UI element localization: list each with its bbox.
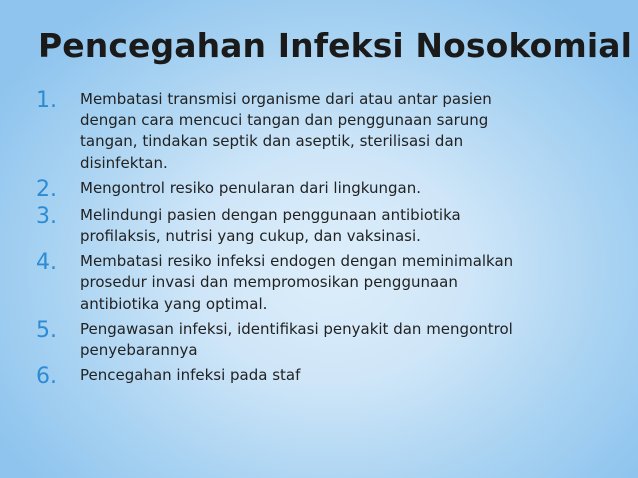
list-item-text <box>80 319 596 361</box>
list-item-line: disinfektan. <box>80 153 168 172</box>
list-item <box>36 251 596 315</box>
list-item <box>36 89 596 174</box>
list-item-line: penyebarannya <box>80 341 198 360</box>
list-item-text <box>80 365 596 386</box>
list-number: 4. <box>36 250 57 276</box>
list-item-text <box>80 205 596 247</box>
list-item <box>36 205 596 247</box>
list-item-line: Melindungi pasien dengan penggunaan antibiotika <box>80 205 461 224</box>
list-item-line: Pencegahan infeksi pada staf <box>80 366 301 385</box>
list-item-line: tangan, tindakan septik dan aseptik, sterilisasi dan <box>80 132 464 151</box>
list-item-line: Mengontrol resiko penularan dari lingkungan. <box>80 178 422 197</box>
list-item-line: profilaksis, nutrisi yang cukup, dan vaksinasi. <box>80 227 421 246</box>
list-item-text <box>80 251 596 315</box>
list-number: 5. <box>36 317 57 343</box>
list-item-text <box>80 89 596 174</box>
list-item-text <box>80 178 596 199</box>
list-item <box>36 365 596 388</box>
list-item <box>36 319 596 361</box>
list-number: 1. <box>36 88 57 113</box>
list-number: 2. <box>36 176 57 202</box>
list-item <box>36 178 596 201</box>
list-item-line: Membatasi transmisi organisme dari atau antar pasien <box>80 90 492 108</box>
list-number: 6. <box>36 364 57 390</box>
slide-title: Pencegahan Infeksi Nosokomial <box>38 26 633 65</box>
numbered-list <box>36 89 596 388</box>
list-item-line: prosedur invasi dan mempromosikan penggunaan <box>80 273 458 292</box>
list-item-line: Membatasi resiko infeksi endogen dengan meminimalkan <box>80 252 514 271</box>
list-number: 3. <box>36 203 57 229</box>
list-item-line: Pengawasan infeksi, identifikasi penyakit dan mengontrol <box>80 319 513 338</box>
list-item-line: antibiotika yang optimal. <box>80 294 268 313</box>
list-item-line: dengan cara mencuci tangan dan penggunaan sarung <box>80 111 489 130</box>
